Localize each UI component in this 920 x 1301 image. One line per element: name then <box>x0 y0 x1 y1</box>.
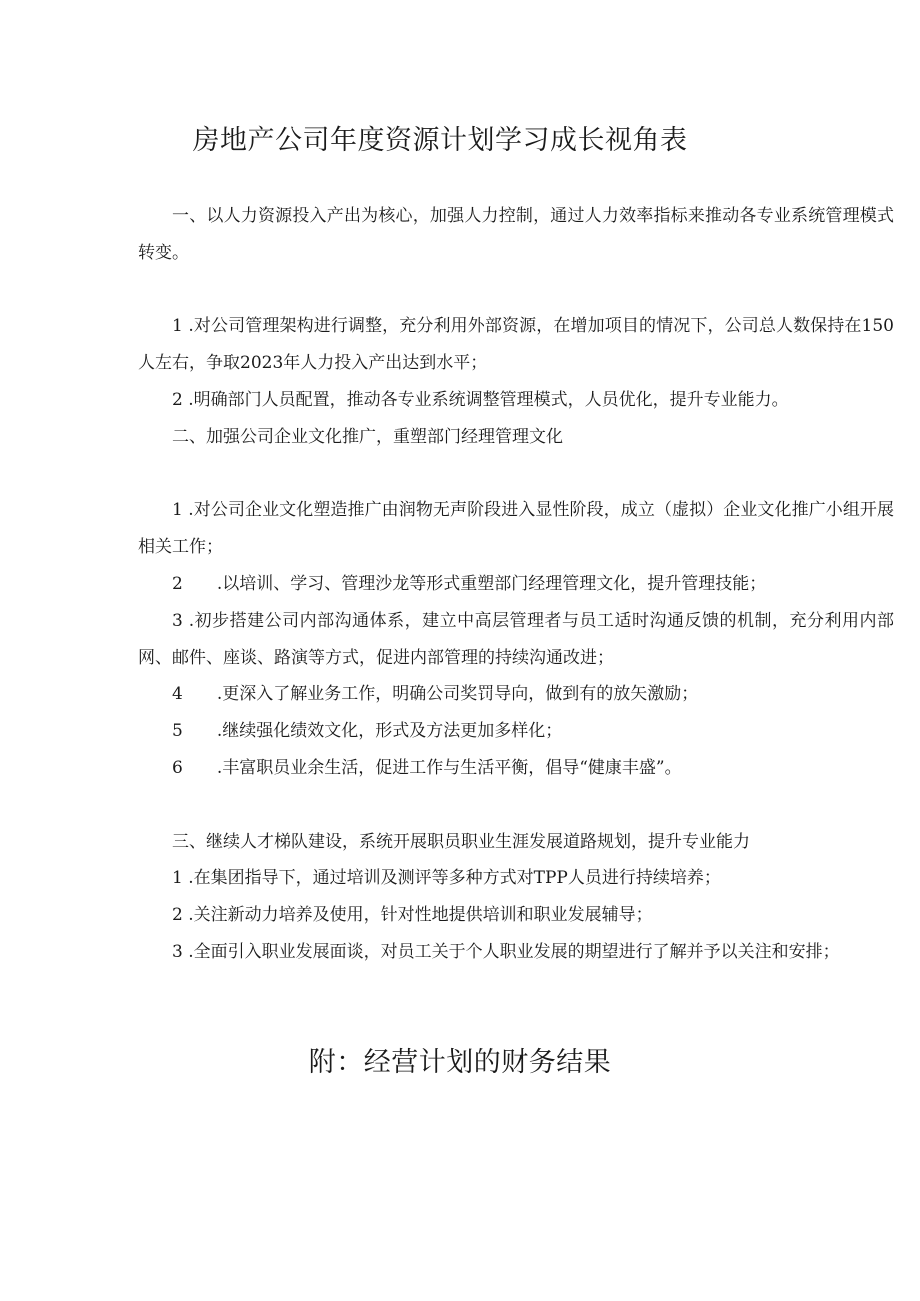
section-1-item-1: 1 .对公司管理架构进行调整，充分利用外部资源，在增加项目的情况下，公司总人数保持在150人左右，争取2023年人力投入产出达到水平； <box>138 316 894 374</box>
section-2-heading: 二、加强公司企业文化推广，重塑部门经理管理文化 <box>172 426 563 447</box>
document-body <box>138 198 894 971</box>
section-2-item-1: 1 .对公司企业文化塑造推广由润物无声阶段进入显性阶段，成立（虚拟）企业文化推广小组开展相关工作； <box>138 500 894 558</box>
section-2-item-5: 5 .继续强化绩效文化，形式及方法更加多样化； <box>172 721 563 742</box>
section-2-item-4: 4 .更深入了解业务工作，明确公司奖罚导向，做到有的放矢激励； <box>172 684 699 705</box>
section-2-item-3: 3 .初步搭建公司内部沟通体系，建立中高层管理者与员工适时沟通反馈的机制，充分利用内部网、邮件、座谈、路演等方式，促进内部管理的持续沟通改进； <box>138 610 894 668</box>
section-3-heading: 三、继续人才梯队建设，系统开展职员职业生涯发展道路规划，提升专业能力 <box>172 831 750 852</box>
section-3-item-1: 1 .在集团指导下，通过培训及测评等多种方式对TPP人员进行持续培养； <box>172 868 721 889</box>
section-1-item-2: 2 .明确部门人员配置，推动各专业系统调整管理模式，人员优化，提升专业能力。 <box>172 389 789 410</box>
section-3-item-3: 3 .全面引入职业发展面谈，对员工关于个人职业发展的期望进行了解并予以关注和安排； <box>172 941 840 962</box>
appendix-title: 附：经营计划的财务结果 <box>308 1047 612 1078</box>
section-2-item-2: 2 .以培训、学习、管理沙龙等形式重塑部门经理管理文化，提升管理技能； <box>172 573 767 594</box>
document-title: 房地产公司年度资源计划学习成长视角表 <box>192 125 688 156</box>
section-3-item-2: 2 .关注新动力培养及使用，针对性地提供培训和职业发展辅导； <box>172 905 653 926</box>
section-1-heading: 一、以人力资源投入产出为核心，加强人力控制，通过人力效率指标来推动各专业系统管理模式转变。 <box>138 206 894 263</box>
section-2-item-6: 6 .丰富职员业余生活，促进工作与生活平衡，倡导“健康丰盛”。 <box>172 757 682 778</box>
